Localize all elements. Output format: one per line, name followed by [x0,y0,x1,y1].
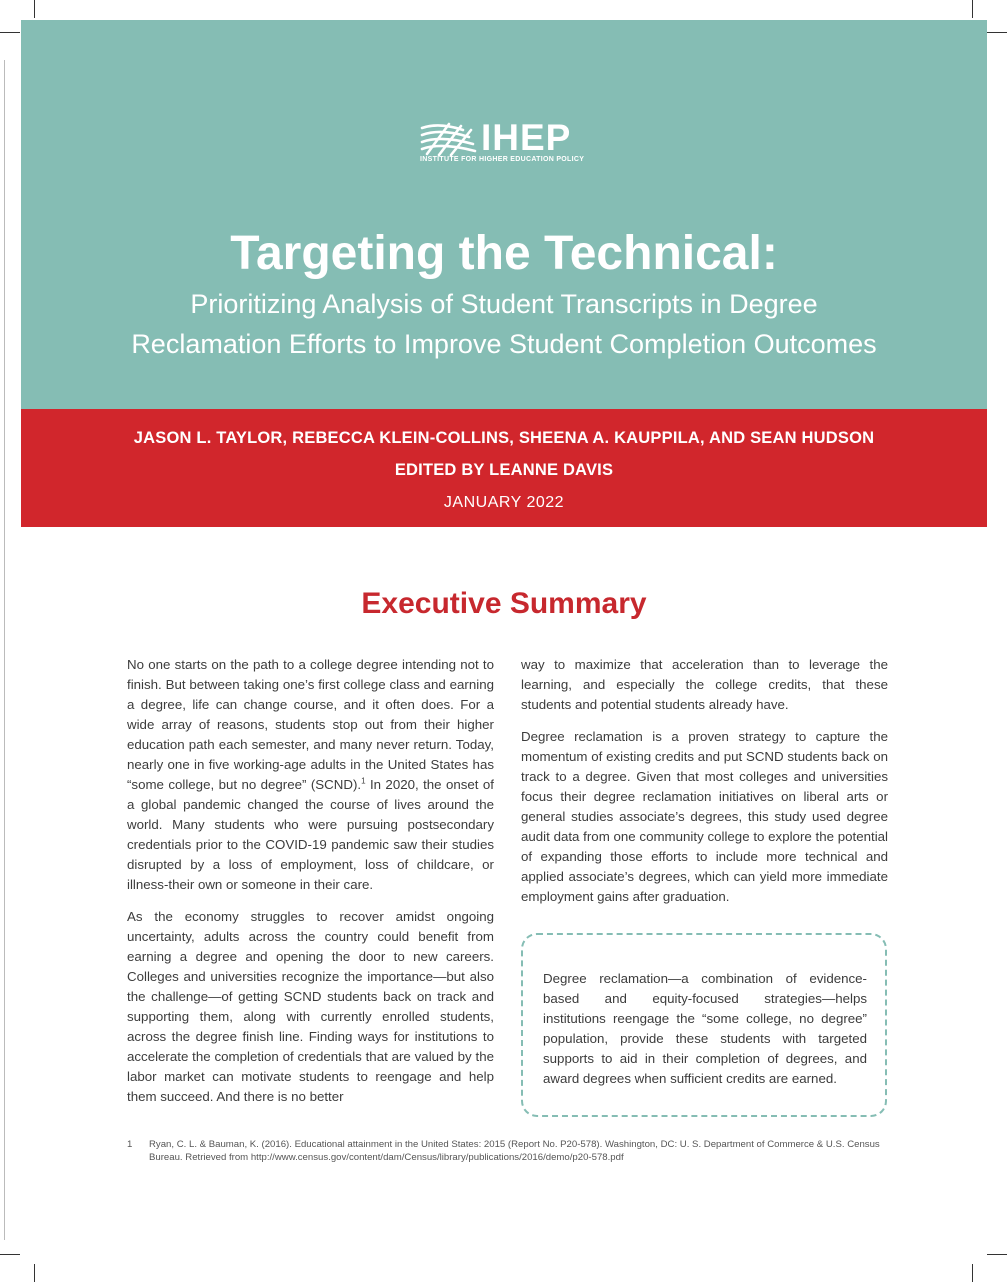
crop-mark [987,1254,1007,1255]
crop-mark [0,1254,20,1255]
crop-mark [987,32,1007,33]
footnote-number: 1 [127,1139,133,1150]
crop-mark [972,0,973,18]
publication-date: JANUARY 2022 [443,494,565,511]
editor: EDITED BY LEANNE DAVIS [394,461,614,479]
section-heading: Executive Summary [361,587,647,620]
subtitle-line: Reclamation Efforts to Improve Student Completion Outcomes [131,329,877,359]
crop-mark [0,32,20,33]
callout-box [521,933,887,1117]
callout-text: Degree reclamation—a combination of evidence-based and equity-focused strategies—helps institutions reengage the “some college, no degree” population, provide these students with targeted supports to aid in their completion of degrees, and award degrees when sufficient credits are earned. [543,971,867,1086]
crop-mark [972,1264,973,1282]
footnote-text: Ryan, C. L. & Bauman, K. (2016). Educational attainment in the United States: 2015 (Report No. P20-578). Washington, DC: U. S. Department of Commerce & U.S. Census Bureau. Retrieved from http://www.census.gov/content/dam/Census/library/publications/2016/demo/p20-578.pdf [149,1139,880,1163]
crop-mark [34,0,35,18]
logo-wordmark: IHEP [481,117,572,158]
body-paragraph: Degree reclamation is a proven strategy to capture the momentum of existing credits and put SCND students back on track to a degree. Given that most colleges and universities focus their degree reclamation initiatives on liberal arts or general studies associate’s degrees, this study used degree audit data from one community college to explore the potential of expanding those efforts to include more technical and applied associate’s degrees, which can yield more immediate employment gains after graduation. [521,729,888,904]
ihep-logo-mark-icon [419,120,477,158]
paragraph-text: No one starts on the path to a college degree intending not to finish. But between taking one’s first college class and earning a degree, life can change course, and it often does. For a wide array of reasons, students stop out from their higher education path each semester, and many never return. Today, nearly one in five working-age adults in the United States has “some college, but no degree” (SCND). [127,657,494,792]
page-subtitle [21,284,987,364]
ihep-logo [419,118,619,168]
page-title: Targeting the Technical: [230,227,778,280]
logo-tagline: INSTITUTE FOR HIGHER EDUCATION POLICY [420,156,585,163]
footnote-marker: 1 [361,776,366,786]
authors: JASON L. TAYLOR, REBECCA KLEIN-COLLINS, SHEENA A. KAUPPILA, AND SEAN HUDSON [133,429,875,447]
right-column [521,655,888,919]
page-edge-line [4,60,5,1240]
paragraph-text: In 2020, the onset of a global pandemic changed the course of lives around the world. Many students who were pursuing postsecondary credentials prior to the COVID-19 pandemic saw their studies disrupted by a loss of employment, loss of childcare, or illness-their own or someone in their care. [127,777,494,892]
subtitle-line: Prioritizing Analysis of Student Transcripts in Degree [190,289,818,319]
body-paragraph: As the economy struggles to recover amidst ongoing uncertainty, adults across the country could benefit from earning a degree and opening the door to new careers. Colleges and universities recognize the importance—but also the challenge—of getting SCND students back on track and supporting them, along with currently enrolled students, across the degree finish line. Finding ways for institutions to accelerate the completion of credentials that are valued by the labor market can motivate students to reengage and help them succeed. And there is no better [127,909,494,1104]
body-paragraph [127,655,494,895]
crop-mark [34,1264,35,1282]
left-column [127,655,494,1119]
body-paragraph: way to maximize that acceleration than to leverage the learning, and especially the college credits, that these students and potential students already have. [521,657,888,712]
